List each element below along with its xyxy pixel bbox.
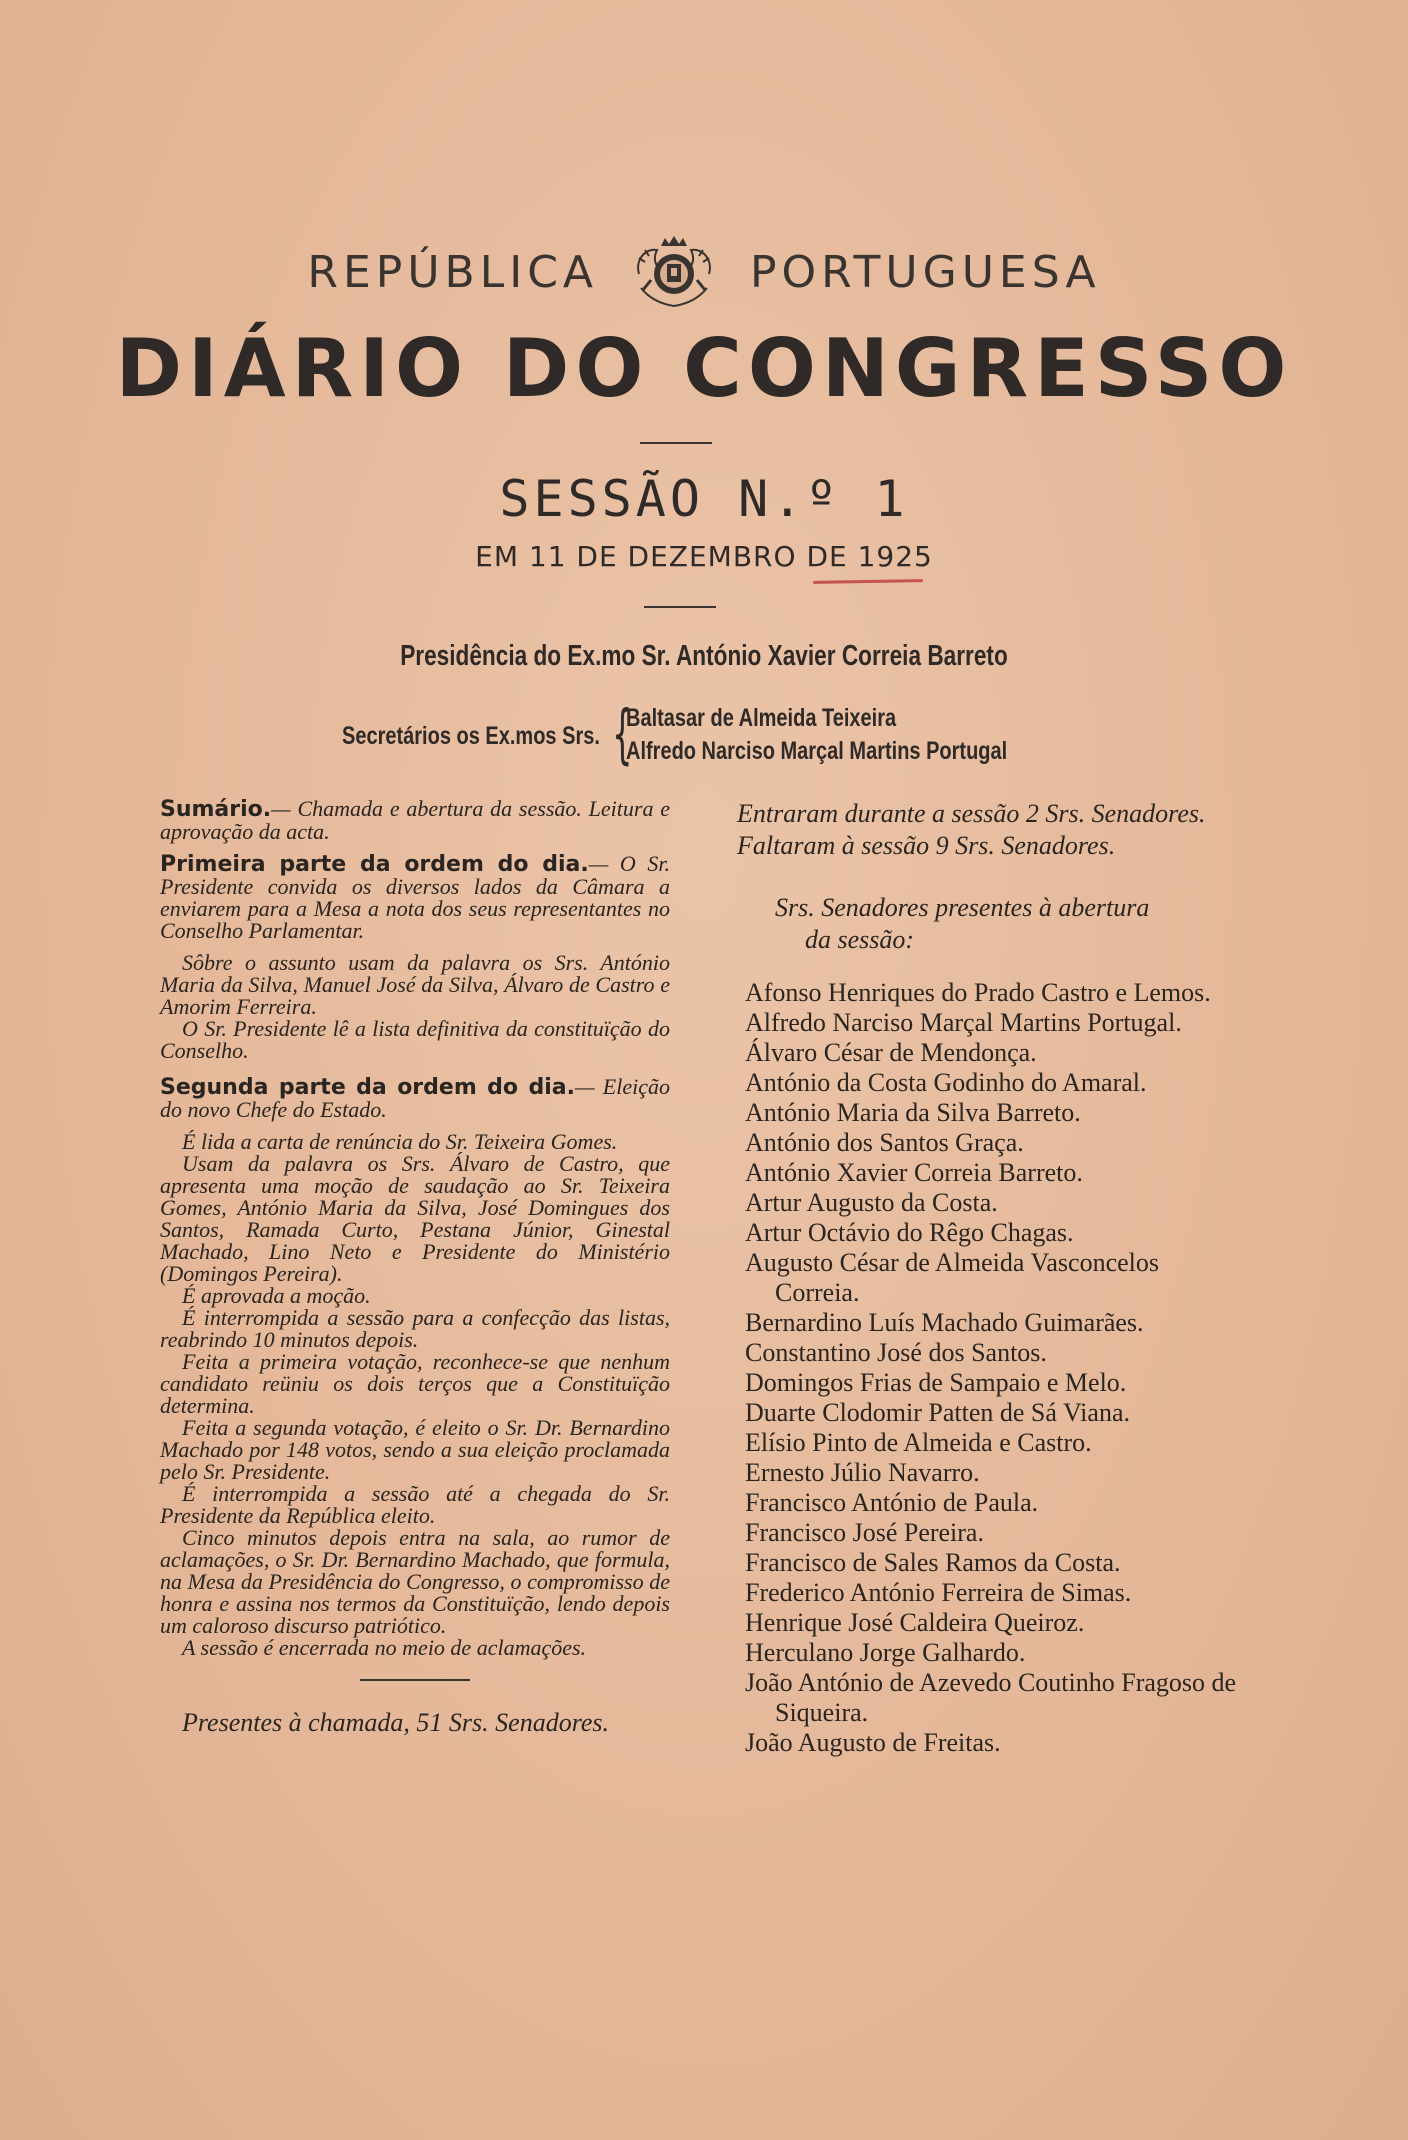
summary-paragraph: O Sr. Presidente lê a lista definitiva da constituïção do Conselho. (160, 1016, 670, 1063)
list-item: Alfredo Narciso Marçal Martins Portugal. (745, 1008, 1182, 1037)
list-item: António da Costa Godinho do Amaral. (745, 1068, 1147, 1097)
secretaries-block (330, 700, 1130, 780)
list-item: António Xavier Correia Barreto. (745, 1158, 1083, 1187)
secretaries-label: Secretários os Ex.mos Srs. (342, 722, 600, 750)
list-item: Augusto César de Almeida Vasconcelos Correia. (745, 1248, 1159, 1307)
secretaries-names (626, 702, 1007, 768)
publication-title: DIÁRIO DO CONGRESSO (115, 322, 1293, 415)
presentes-line: Presentes à chamada, 51 Srs. Senadores. (182, 1708, 610, 1737)
list-item: Artur Octávio do Rêgo Chagas. (745, 1218, 1074, 1247)
list-item: Francisco José Pereira. (745, 1518, 984, 1547)
divider (360, 1679, 470, 1681)
list-item: Frederico António Ferreira de Simas. (745, 1578, 1132, 1607)
attendance-column (715, 798, 1245, 1758)
list-item: Francisco António de Paula. (745, 1488, 1039, 1517)
list-item: Duarte Clodomir Patten de Sá Viana. (745, 1398, 1130, 1427)
senators-list (715, 978, 1245, 1758)
masthead (0, 232, 1408, 312)
list-item: Domingos Frias de Sampaio e Melo. (745, 1368, 1127, 1397)
summary-paragraph: É interrompida a sessão até a chegada do Sr. Presidente da República eleito. (160, 1481, 670, 1528)
summary-paragraph: Feita a segunda votação, é eleito o Sr. Dr. Bernardino Machado por 148 votos, sendo a sua eleição proclamada pelo Sr. Presidente. (160, 1415, 670, 1484)
list-item: António dos Santos Graça. (745, 1128, 1024, 1157)
list-item: Afonso Henriques do Prado Castro e Lemos. (745, 978, 1211, 1007)
summary-paragraph: É lida a carta de renúncia do Sr. Teixeira Gomes. (182, 1129, 618, 1154)
summary-paragraph: Primeira parte da ordem do dia.— O Sr. Presidente convida os diversos lados da Câmara a enviarem para a Mesa a nota dos seus representantes no Conselho Parlamentar. (160, 851, 671, 943)
list-item: Herculano Jorge Galhardo. (745, 1638, 1026, 1667)
summary-paragraph: Feita a primeira votação, reconhece-se que nenhum candidato reüniu os dois terços que a Constituïção determina. (160, 1349, 670, 1418)
summary-paragraph: Sôbre o assunto usam da palavra os Srs. António Maria da Silva, Manuel José da Silva, Álvaro de Castro e Amorim Ferreira. (160, 950, 670, 1019)
secretary-name: Alfredo Narciso Marçal Martins Portugal (626, 737, 1008, 765)
summary-paragraph: Usam da palavra os Srs. Álvaro de Castro, que apresenta uma moção de saudação ao Sr. Teixeira Gomes, António Maria da Silva, José Domingues dos Santos, Ramada Curto, Pestana Júnior, Ginestal Machado, Lino Neto e Presidente do Ministério (Domingos Pereira). (160, 1151, 670, 1286)
summary-lead: Sumário. (160, 797, 272, 822)
divider (644, 606, 716, 608)
list-item: João António de Azevedo Coutinho Fragoso de Siqueira. (745, 1668, 1237, 1727)
summary-paragraph: É aprovada a moção. (182, 1283, 371, 1308)
summary-paragraph: Cinco minutos depois entra na sala, ao rumor de aclamações, o Sr. Dr. Bernardino Machado, que formula, na Mesa da Presidência do Congresso, o compromisso de honra e assina nos termos da Constituïção, lendo depois um caloroso discurso patriótico. (160, 1525, 670, 1638)
summary-paragraph: Segunda parte da ordem do dia.— Eleição do novo Chefe do Estado. (160, 1074, 670, 1122)
session-number: SESSÃO N.º 1 (499, 470, 909, 528)
masthead-right-word: PORTUGUESA (750, 246, 1101, 298)
list-item: Bernardino Luís Machado Guimarães. (745, 1308, 1144, 1337)
list-item: Ernesto Júlio Navarro. (745, 1458, 980, 1487)
session-date: EM 11 DE DEZEMBRO DE 1925 (475, 540, 933, 573)
summary-lead: Primeira parte da ordem do dia. (160, 852, 589, 877)
summary-lead: Segunda parte da ordem do dia. (160, 1075, 575, 1100)
presidency-line: Presidência do Ex.mo Sr. António Xavier Correia Barreto (400, 640, 1008, 672)
brace: { (612, 698, 633, 772)
list-item: António Maria da Silva Barreto. (745, 1098, 1081, 1127)
faltaram-line: Faltaram à sessão 9 Srs. Senadores. (737, 831, 1116, 860)
list-item: Álvaro César de Mendonça. (745, 1038, 1037, 1067)
pencil-underline (813, 579, 923, 584)
list-item: Elísio Pinto de Almeida e Castro. (745, 1428, 1092, 1457)
list-item: Henrique José Caldeira Queiroz. (745, 1608, 1085, 1637)
list-item: João Augusto de Freitas. (745, 1728, 1001, 1757)
list-item: Artur Augusto da Costa. (745, 1188, 998, 1217)
summary-paragraph: Sumário.— Chamada e abertura da sessão. Leitura e aprovação da acta. (160, 796, 670, 844)
entraram-line: Entraram durante a sessão 2 Srs. Senadores. (737, 799, 1206, 828)
summary-paragraph: É interrompida a sessão para a confecção das listas, reabrindo 10 minutos depois. (160, 1305, 670, 1352)
summary-column (160, 798, 670, 1765)
divider (640, 442, 712, 444)
masthead-left-word: REPÚBLICA (307, 246, 599, 298)
summary-paragraph: A sessão é encerrada no meio de aclamações. (182, 1635, 587, 1660)
senators-heading: Srs. Senadores presentes à abertura da sessão: (775, 893, 1150, 954)
list-item: Francisco de Sales Ramos da Costa. (745, 1548, 1121, 1577)
coat-of-arms-icon (631, 232, 717, 312)
secretary-name: Baltasar de Almeida Teixeira (626, 704, 897, 732)
list-item: Constantino José dos Santos. (745, 1338, 1047, 1367)
